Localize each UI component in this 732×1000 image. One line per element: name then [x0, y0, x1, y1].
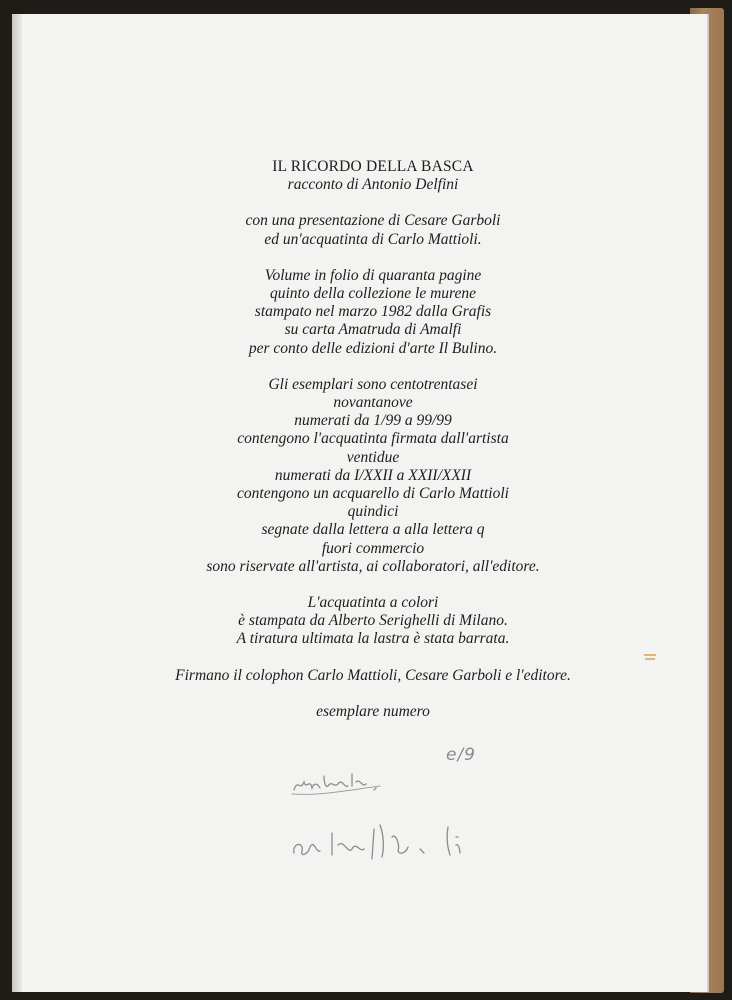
artist-signature — [288, 815, 478, 865]
book-subtitle: racconto di Antonio Delfini — [287, 176, 459, 194]
volume-block — [12, 267, 732, 358]
colophon-text — [12, 158, 732, 721]
text-line: su carta Amatruda di Amalfi — [284, 321, 462, 339]
title-block — [12, 158, 732, 194]
text-line: contengono l'acquatinta firmata dall'artista — [237, 430, 509, 448]
pencil-mark — [643, 652, 657, 662]
book-title: IL RICORDO DELLA BASCA — [272, 158, 474, 175]
editor-signature — [290, 768, 430, 798]
text-line: fuori commercio — [321, 539, 425, 557]
text-line: per conto delle edizioni d'arte Il Bulino. — [248, 339, 498, 357]
copy-number-label: esemplare numero — [316, 702, 430, 720]
text-line: Volume in folio di quaranta pagine — [264, 266, 482, 284]
text-line: con una presentazione di Cesare Garboli — [245, 212, 501, 230]
text-line: A tiratura ultimata la lastra è stata barrata. — [236, 630, 510, 648]
presentation-block — [12, 212, 732, 248]
handwritten-copy-number: e/9 — [446, 745, 477, 765]
text-line: ventidue — [346, 448, 400, 466]
text-line: sono riservate all'artista, ai collaboratori, all'editore. — [206, 557, 540, 575]
text-line: quindici — [347, 503, 399, 521]
printing-block — [12, 594, 732, 649]
signers-block — [12, 667, 732, 685]
copies-block — [12, 376, 732, 576]
text-line: Gli esemplari sono centotrentasei — [268, 375, 478, 393]
text-line: numerati da I/XXII a XXII/XXII — [274, 466, 472, 484]
text-line: segnate dalla lettera a alla lettera q — [261, 521, 485, 539]
text-line: stampato nel marzo 1982 dalla Grafis — [254, 303, 492, 321]
text-line: contengono un acquarello di Carlo Mattioli — [237, 485, 509, 503]
text-line: è stampata da Alberto Serighelli di Milano. — [238, 612, 508, 630]
signers-line: Firmano il colophon Carlo Mattioli, Cesare Garboli e l'editore. — [175, 666, 571, 684]
text-line: numerati da 1/99 a 99/99 — [294, 412, 452, 430]
text-line: quinto della collezione le murene — [269, 285, 477, 303]
text-line: L'acquatinta a colori — [307, 594, 439, 612]
text-line: novantanove — [333, 394, 413, 412]
text-line: ed un'acquatinta di Carlo Mattioli. — [264, 230, 482, 248]
